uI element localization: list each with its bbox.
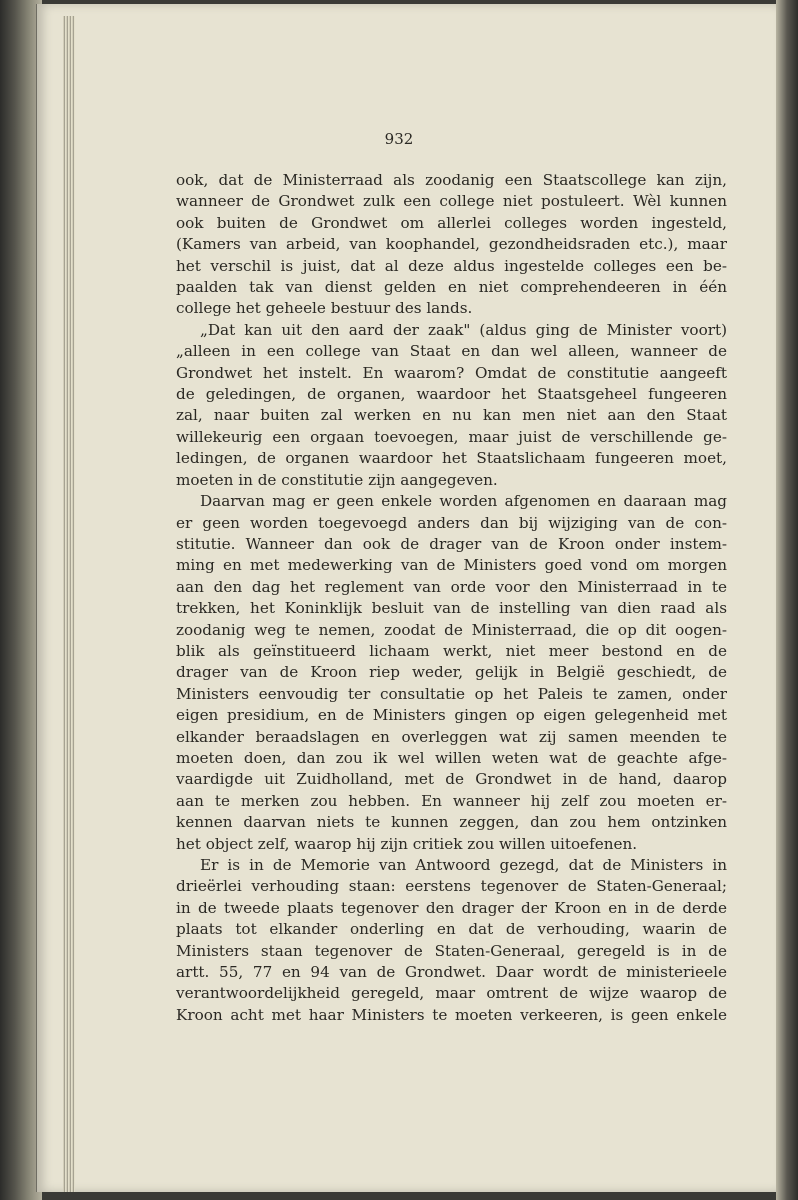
text-line: plaats tot elkander onderling en dat de verhouding, waarin de: [176, 920, 727, 939]
body-text: [176, 170, 727, 1026]
text-line: er geen worden toegevoegd anders dan bij wijziging van de con-: [176, 513, 727, 532]
text-line: ledingen, de organen waardoor het Staatslichaam fungeeren moet,: [176, 449, 727, 468]
paragraph-1: [176, 170, 727, 320]
text-line: aan te merken zou hebben. En wanneer hij zelf zou moeten er-: [176, 791, 727, 810]
text-line: stitutie. Wanneer dan ook de drager van de Kroon onder instem-: [176, 534, 727, 553]
text-line: elkander beraadslagen en overleggen wat zij samen meenden te: [176, 727, 727, 746]
text-line: eigen presidium, en de Ministers gingen op eigen gelegenheid met: [176, 706, 727, 725]
text-line: Ministers eenvoudig ter consultatie op het Paleis te zamen, onder: [176, 684, 727, 703]
text-line: drager van de Kroon riep weder, gelijk in België geschiedt, de: [176, 663, 727, 682]
text-line: ook buiten de Grondwet om allerlei colleges worden ingesteld,: [176, 213, 727, 232]
text-line: zal, naar buiten zal werken en nu kan men niet aan den Staat: [176, 406, 727, 425]
text-line: vaardigde uit Zuidholland, met de Grondwet in de hand, daarop: [176, 770, 727, 789]
text-line: „alleen in een college van Staat en dan wel alleen, wanneer de: [176, 342, 727, 361]
book-right-edge: [776, 0, 798, 1200]
text-line: Ministers staan tegenover de Staten-Generaal, geregeld is in de: [176, 941, 727, 960]
text-line: kennen daarvan niets te kunnen zeggen, dan zou hem ontzinken: [176, 813, 727, 832]
text-line: Er is in de Memorie van Antwoord gezegd, dat de Ministers in: [200, 856, 727, 874]
text-line: (Kamers van arbeid, van koophandel, gezondheidsraden etc.), maar: [176, 235, 727, 254]
text-line: de geledingen, de organen, waardoor het Staatsgeheel fungeeren: [176, 385, 727, 404]
paragraph-3: [176, 491, 727, 855]
text-line: Kroon acht met haar Ministers te moeten verkeeren, is geen enkele: [176, 1005, 727, 1024]
text-line: het verschil is juist, dat al deze aldus ingestelde colleges een be-: [176, 256, 727, 275]
text-line: moeten in de constitutie zijn aangegeven.: [176, 470, 498, 489]
text-line: moeten doen, dan zou ik wel willen weten wat de geachte afge-: [176, 748, 727, 767]
text-line: paalden tak van dienst gelden en niet comprehendeeren in één: [176, 278, 727, 297]
text-line: ming en met medewerking van de Ministers goed vond om morgen: [176, 556, 727, 575]
page-number: 932: [384, 130, 414, 148]
text-line: verantwoordelijkheid geregeld, maar omtrent de wijze waarop de: [176, 984, 727, 1003]
text-line: in de tweede plaats tegenover den drager der Kroon en in de derde: [176, 898, 727, 917]
text-line: drieërlei verhouding staan: eerstens tegenover de Staten-Generaal;: [176, 877, 727, 896]
text-line: willekeurig een orgaan toevoegen, maar juist de verschillende ge-: [176, 427, 727, 446]
text-line: zoodanig weg te nemen, zoodat de Ministerraad, die op dit oogen-: [176, 620, 727, 639]
text-line: „Dat kan uit den aard der zaak" (aldus ging de Minister voort): [200, 320, 727, 339]
text-line: artt. 55, 77 en 94 van de Grondwet. Daar wordt de ministerieele: [176, 963, 727, 982]
text-line: aan den dag het reglement van orde voor den Ministerraad in te: [176, 577, 727, 596]
paragraph-2: [176, 320, 727, 491]
text-line: wanneer de Grondwet zulk een college niet postuleert. Wèl kunnen: [176, 192, 727, 211]
text-line: het object zelf, waarop hij zijn critiek zou willen uitoefenen.: [176, 834, 638, 853]
page-edge-lines: [63, 16, 75, 1192]
text-line: college het geheele bestuur des lands.: [176, 299, 473, 318]
paragraph-4: [176, 855, 727, 1026]
text-line: blik als geïnstitueerd lichaam werkt, niet meer bestond en de: [176, 641, 727, 660]
text-line: Daarvan mag er geen enkele worden afgenomen en daaraan mag: [200, 492, 727, 511]
text-line: trekken, het Koninklijk besluit van de instelling van dien raad als: [176, 599, 727, 618]
text-line: Grondwet het instelt. En waarom? Omdat de constitutie aangeeft: [176, 363, 727, 382]
text-line: ook, dat de Ministerraad als zoodanig een Staatscollege kan zijn,: [176, 171, 727, 189]
